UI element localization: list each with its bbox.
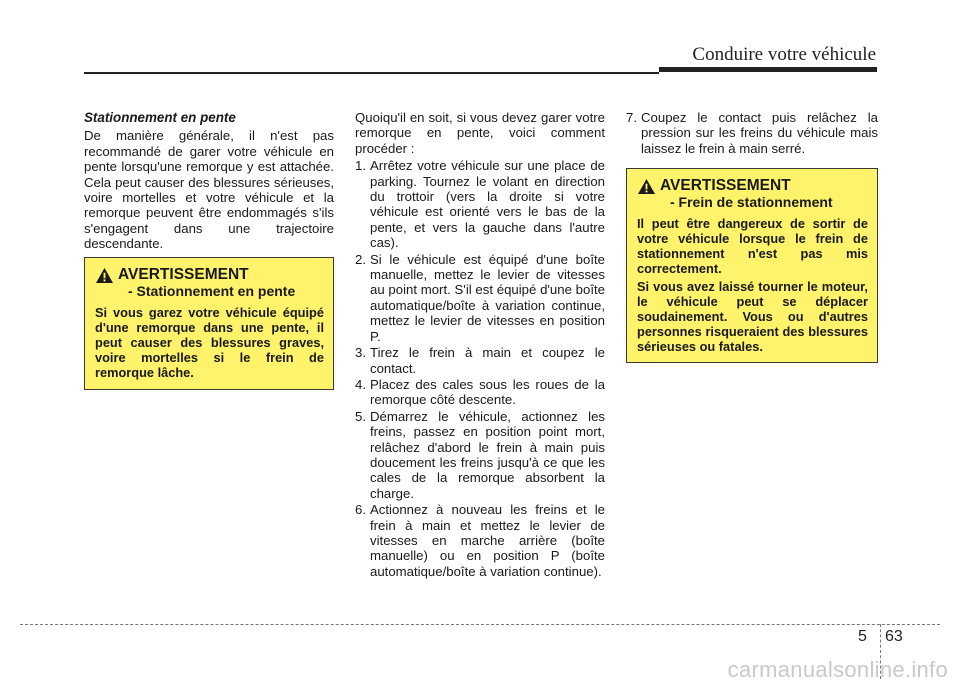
- warning-triangle-icon: [95, 267, 114, 284]
- column-middle: [355, 110, 605, 580]
- column-left: [84, 110, 334, 252]
- procedure-intro: Quoiqu'il en soit, si vous devez garer votre remorque en pente, voici comment procéder :: [355, 110, 605, 156]
- step-item: [626, 110, 878, 156]
- warning-box-parking-brake: [626, 168, 878, 363]
- procedure-steps-continued: [626, 110, 878, 156]
- step-item: [355, 377, 605, 408]
- step-text: Tirez le frein à main et coupez le contact.: [370, 345, 605, 376]
- step-number: 2.: [355, 251, 366, 267]
- warning-text: Il peut être dangereux de sortir de votre véhicule lorsque le frein de stationnement n'est pas mis correctement.: [637, 216, 868, 276]
- warning-text: Si vous avez laissé tourner le moteur, le véhicule peut se déplacer soudainement. Vous ou d'autres personnes risqueraient des blessures sérieuses ou fatales.: [637, 279, 868, 354]
- step-text: Démarrez le véhicule, actionnez les freins, passez en position point mort, relâchez d'abord le frein à main puis doucement les freins jusqu'à ce que les cales de la remorque absorbent la charge.: [370, 408, 605, 501]
- watermark: carmanualsonline.info: [727, 657, 948, 682]
- step-number: 1.: [355, 158, 366, 174]
- step-item: [355, 345, 605, 376]
- step-text: Actionnez à nouveau les freins et le frein à main et mettez le levier de vitesses en marche arrière (boîte manuelle) ou en position P (boîte automatique/boîte à variation continue).: [370, 502, 605, 579]
- footer-rule: [20, 624, 940, 625]
- warning-title: AVERTISSEMENT: [660, 177, 791, 194]
- chapter-number: 5: [858, 628, 867, 645]
- step-number: 4.: [355, 376, 366, 392]
- warning-text: Si vous garez votre véhicule équipé d'une remorque dans une pente, il peut causer des blessures graves, voire mortelles si le frein de remorque lâche.: [95, 305, 324, 380]
- step-number: 5.: [355, 408, 366, 424]
- step-text: Placez des cales sous les roues de la remorque côté descente.: [370, 376, 605, 408]
- page-header-title: Conduire votre véhicule: [692, 44, 876, 65]
- header-rule: [84, 72, 659, 74]
- column-right: [626, 110, 878, 157]
- warning-subtitle: - Frein de stationnement: [670, 194, 833, 210]
- step-text: Coupez le contact puis relâchez la pression sur les freins du véhicule mais laissez le frein à main serré.: [641, 110, 878, 156]
- step-text: Si le véhicule est équipé d'une boîte manuelle, mettez le levier de vitesses au point mort. S'il est équipé d'une boîte automatique/boîte à variation continue, mettez le levier de vitesses en position P.: [370, 251, 605, 344]
- page-number: 63: [885, 628, 903, 645]
- warning-header: [95, 266, 324, 300]
- header-rule-accent: [659, 67, 877, 72]
- warning-subtitle: - Stationnement en pente: [128, 283, 296, 299]
- step-item: [355, 252, 605, 344]
- step-number: 7.: [626, 110, 637, 125]
- step-item: [355, 502, 605, 579]
- section-subheading: Stationnement en pente: [84, 110, 236, 125]
- step-item: [355, 409, 605, 501]
- warning-box-parking-slope: [84, 257, 334, 390]
- warning-title: AVERTISSEMENT: [118, 266, 249, 283]
- step-text: Arrêtez votre véhicule sur une place de parking. Tournez le volant en direction du trottoir (vers la droite si votre véhicule est orienté vers le bas de la pente, et vers la gauche dans l'autre cas).: [370, 158, 605, 251]
- step-number: 3.: [355, 345, 366, 361]
- step-item: [355, 158, 605, 250]
- warning-header: [637, 177, 868, 211]
- procedure-steps: [355, 158, 605, 579]
- section-paragraph: De manière générale, il n'est pas recommandé de garer votre véhicule en pente lorsqu'une remorque y est attachée. Cela peut causer des blessures sérieuses, voire mortelles et votre véhicule et la remorque peuvent être endommagés s'ils s'engagent dans une trajectoire descendante.: [84, 128, 334, 252]
- step-number: 6.: [355, 502, 366, 518]
- warning-triangle-icon: [637, 178, 656, 195]
